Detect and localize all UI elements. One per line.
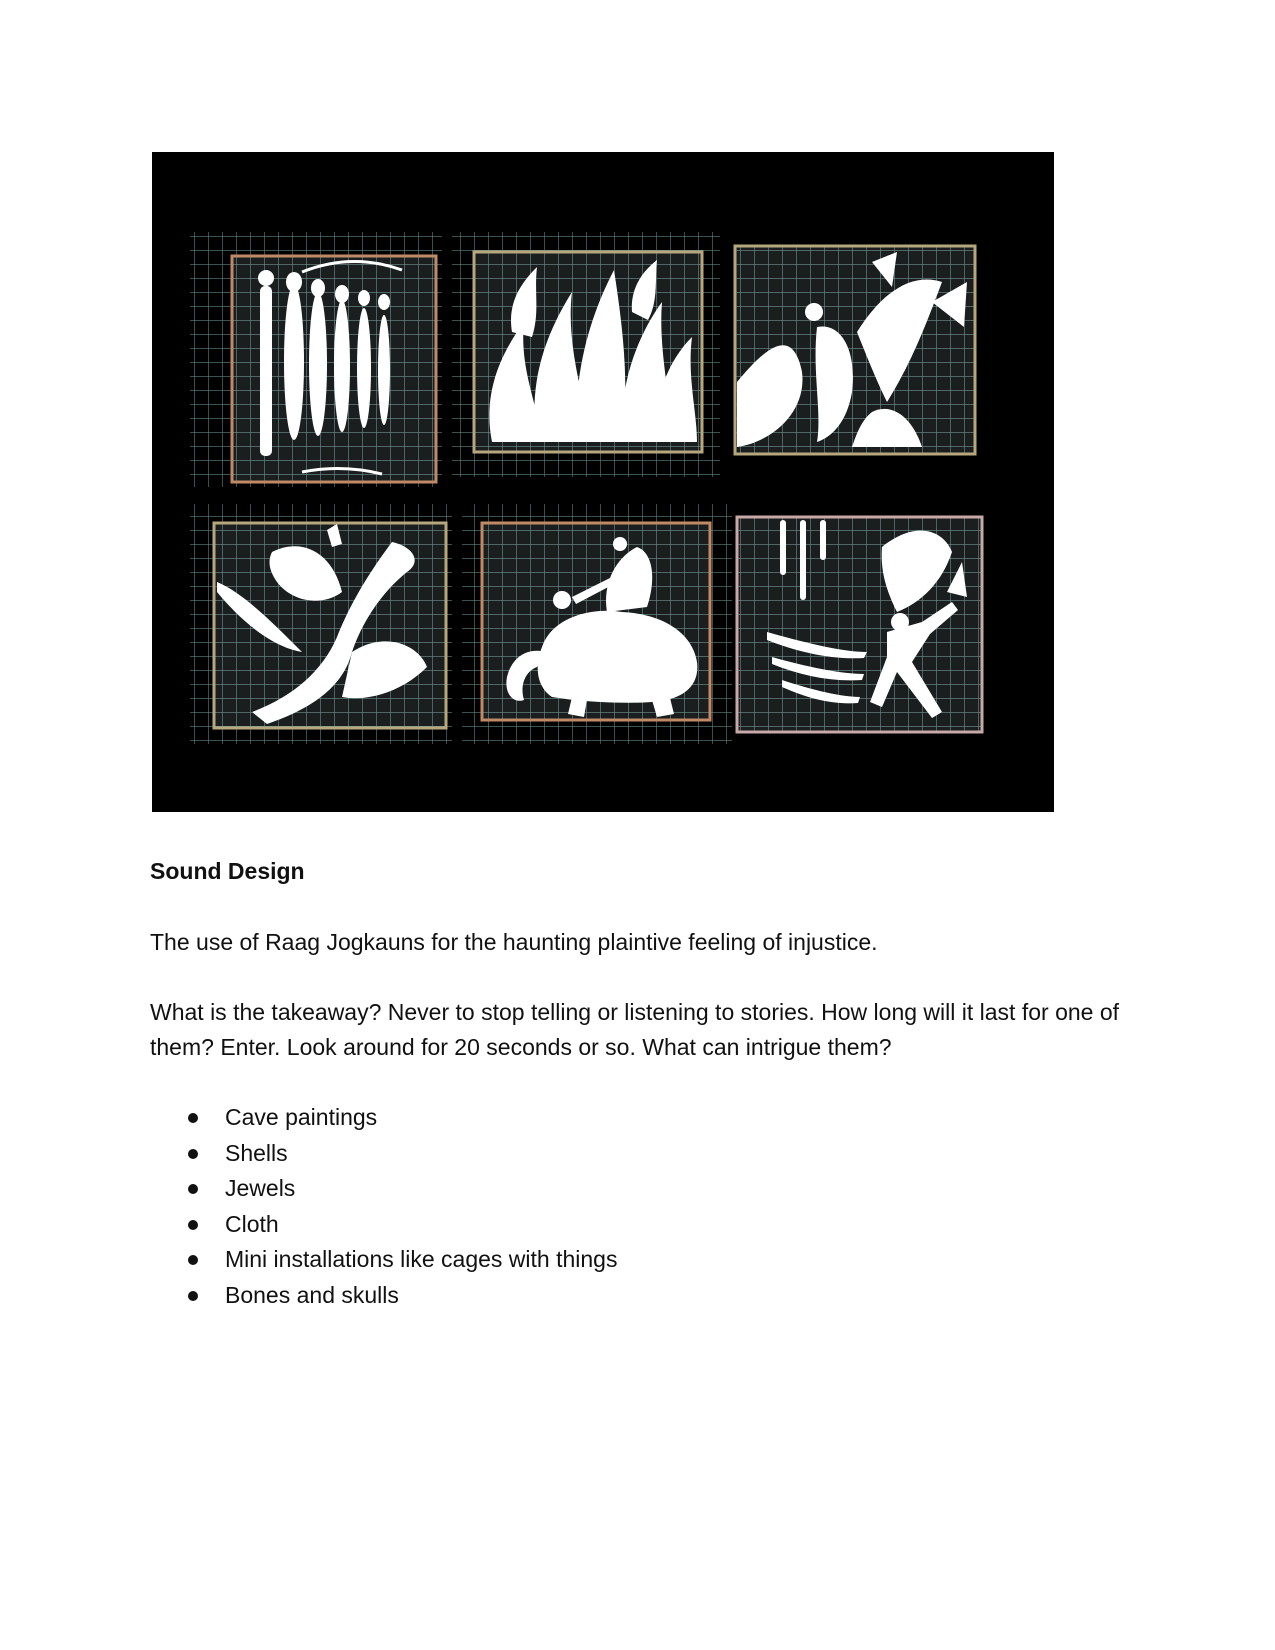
panel-flames <box>452 232 720 477</box>
list-item: Bones and skulls <box>150 1278 617 1314</box>
bullet-icon <box>188 1255 198 1265</box>
stencil-grid-image <box>152 152 1054 812</box>
panel-falling-figure <box>737 517 982 732</box>
section-heading: Sound Design <box>150 858 305 884</box>
list-item: Cave paintings <box>150 1100 617 1136</box>
panel-procession <box>190 232 442 487</box>
bullet-icon <box>188 1149 198 1159</box>
list-item: Cloth <box>150 1207 617 1243</box>
bullet-icon <box>188 1113 198 1123</box>
bullet-icon <box>188 1291 198 1301</box>
intro-paragraph: The use of Raag Jogkauns for the haunting plaintive feeling of injustice. <box>150 929 878 955</box>
stencil-artwork-figure <box>152 152 1054 812</box>
list-item: Shells <box>150 1136 617 1172</box>
bullet-icon <box>188 1184 198 1194</box>
list-item: Mini installations like cages with things <box>150 1242 617 1278</box>
panel-bird <box>190 504 452 744</box>
panel-dancer <box>735 246 975 454</box>
intrigue-items-list <box>150 1100 617 1313</box>
takeaway-paragraph: What is the takeaway? Never to stop telling or listening to stories. How long will it last for one of them? Enter. Look around for 20 seconds or so. What can intrigue them? <box>150 999 1120 1060</box>
list-item: Jewels <box>150 1171 617 1207</box>
panel-elephant <box>462 504 732 744</box>
bullet-icon <box>188 1220 198 1230</box>
